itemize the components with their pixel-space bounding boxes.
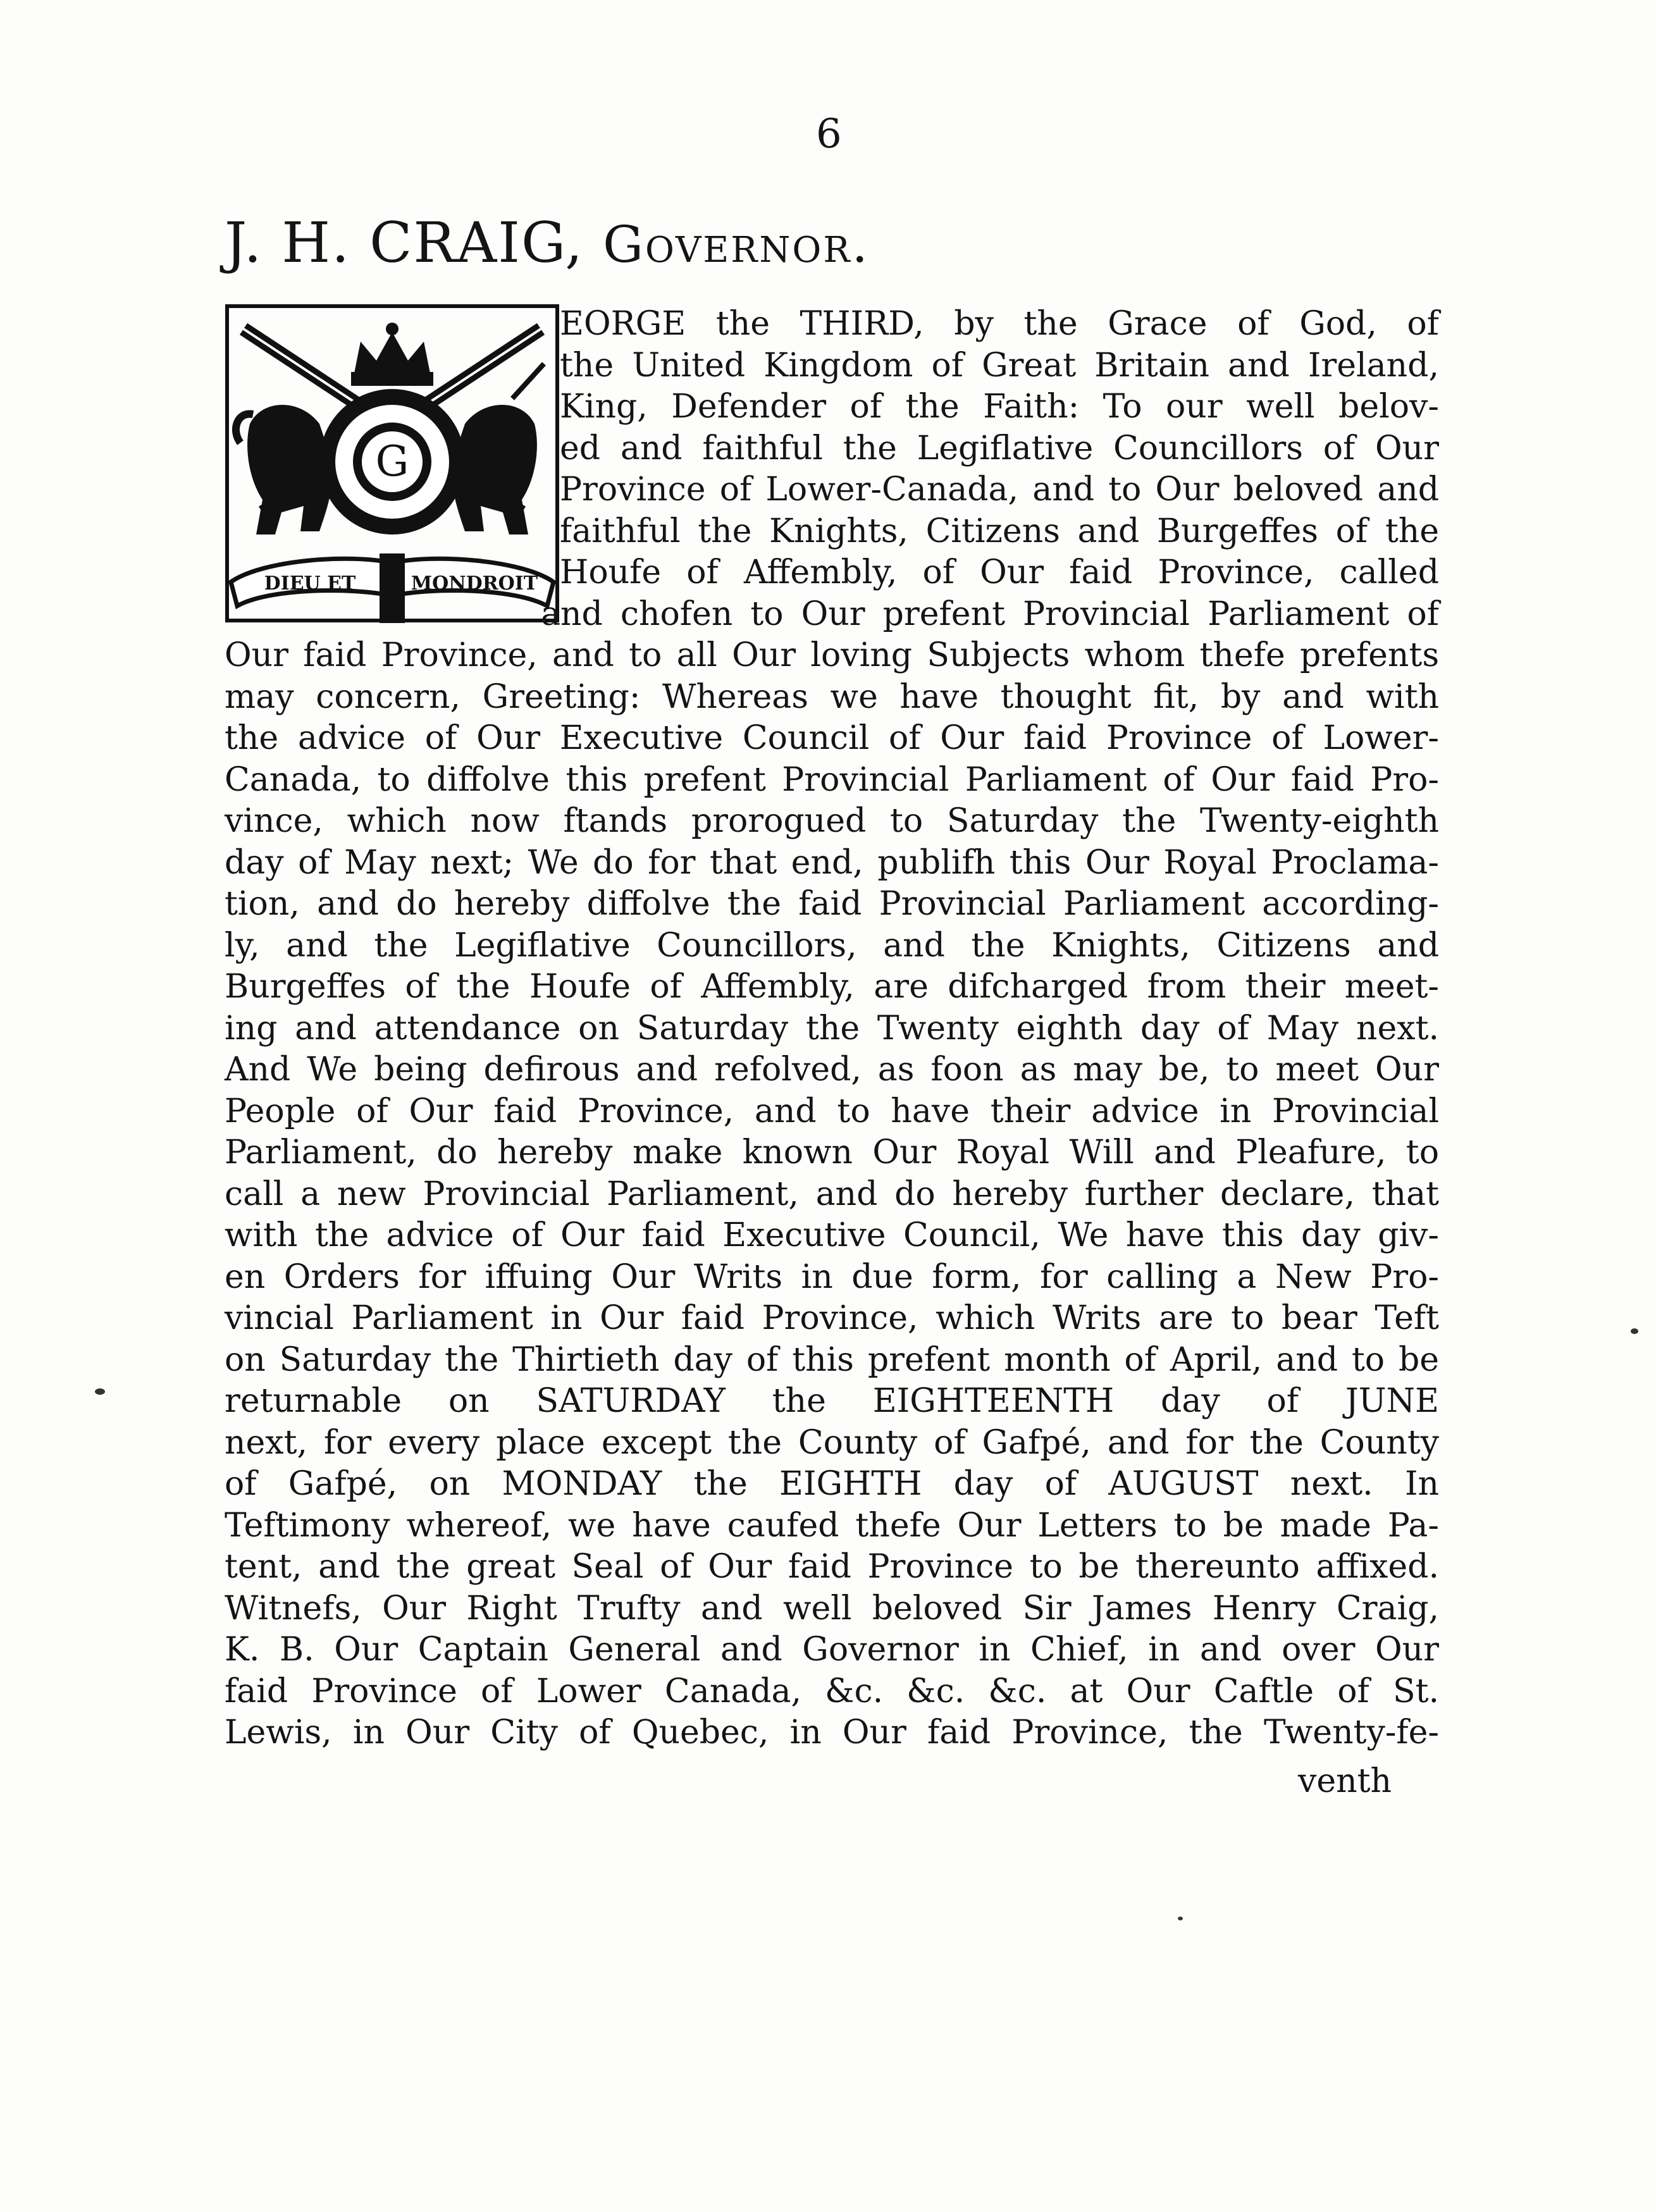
text-line: day of May next; We do for that end, publifh this Our Royal Proclama-	[225, 843, 1439, 882]
text-line: Canada, to diffolve this prefent Provincial Parliament of Our faid Pro-	[225, 760, 1439, 799]
text-line: vincial Parliament in Our faid Province, which Writs are to bear Teft	[225, 1299, 1439, 1337]
title-name: J. H. CRAIG,	[225, 210, 584, 275]
text-line: Teftimony whereof, we have caufed thefe Our Letters to be made Pa-	[225, 1506, 1439, 1545]
scan-speck	[1631, 1328, 1638, 1334]
text-line: Lewis, in Our City of Quebec, in Our faid Province, the Twenty-fe-	[225, 1714, 1439, 1752]
page-number: 6	[816, 111, 842, 158]
scan-speck	[95, 1388, 105, 1395]
text-line: the advice of Our Executive Council of Our faid Province of Lower-	[225, 719, 1439, 757]
indented-paragraph-start	[225, 304, 1439, 635]
scan-speck	[1178, 1917, 1183, 1920]
text-line: vince, which now ftands prorogued to Saturday the Twenty-eighth	[225, 802, 1439, 840]
page-title	[225, 210, 870, 275]
text-line: Houfe of Affembly, of Our faid Province, called	[560, 553, 1439, 591]
text-line: en Orders for iffuing Our Writs in due form, for calling a New Pro-	[225, 1257, 1439, 1296]
text-line: Province of Lower-Canada, and to Our beloved and	[560, 471, 1439, 509]
text-line: next, for every place except the County of Gafpé, and for the County	[225, 1423, 1439, 1462]
text-line: ing and attendance on Saturday the Twenty eighth day of May next.	[225, 1009, 1439, 1047]
text-line: Our faid Province, and to all Our loving Subjects whom thefe prefents	[225, 636, 1439, 674]
text-line: K. B. Our Captain General and Governor in Chief, in and over Our	[225, 1631, 1439, 1669]
text-line: may concern, Greeting: Whereas we have thought fit, by and with	[225, 677, 1439, 716]
text-line: Burgeffes of the Houfe of Affembly, are difcharged from their meet-	[225, 968, 1439, 1006]
text-line: faid Province of Lower Canada, &c. &c. &c. at Our Caftle of St.	[225, 1672, 1439, 1710]
text-line: of Gafpé, on MONDAY the EIGHTH day of AUGUST next. In	[225, 1465, 1439, 1503]
text-line: Parliament, do hereby make known Our Royal Will and Pleafure, to	[225, 1134, 1439, 1171]
text-line: tion, and do hereby diffolve the faid Provincial Parliament according-	[225, 885, 1439, 923]
text-line: ed and faithful the Legiflative Councillors of Our	[560, 429, 1439, 467]
text-line: call a new Provincial Parliament, and do hereby further declare, that	[225, 1175, 1439, 1213]
text-line: People of Our faid Province, and to have their advice in Provincial	[225, 1092, 1439, 1130]
text-line: with the advice of Our faid Executive Council, We have this day giv-	[225, 1216, 1439, 1254]
text-line: Witnefs, Our Right Trufty and well beloved Sir James Henry Craig,	[225, 1589, 1439, 1628]
text-line: tent, and the great Seal of Our faid Province to be thereunto affixed.	[225, 1548, 1439, 1586]
title-role: Governor.	[603, 215, 870, 274]
text-line: EORGE the THIRD, by the Grace of God, of	[560, 305, 1439, 343]
catchword: venth	[1298, 1762, 1392, 1800]
proclamation-text	[225, 304, 1439, 1754]
text-line: And We being defirous and refolved, as foon as may be, to meet Our	[225, 1051, 1439, 1089]
text-line: ly, and the Legiflative Councillors, and the Knights, Citizens and	[225, 926, 1439, 965]
text-line: King, Defender of the Faith: To our well belov-	[560, 388, 1439, 426]
text-line: returnable on SATURDAY the EIGHTEENTH day of JUNE	[225, 1382, 1439, 1420]
text-line: faithful the Knights, Citizens and Burgeffes of the	[560, 512, 1439, 550]
text-line: on Saturday the Thirtieth day of this prefent month of April, and to be	[225, 1340, 1439, 1379]
text-line: the United Kingdom of Great Britain and Ireland,	[560, 346, 1439, 385]
text-line: and chofen to Our prefent Provincial Parliament of	[541, 595, 1439, 633]
motto-right: MONDROIT	[411, 572, 538, 595]
seal-letter: G	[375, 437, 409, 486]
motto-left: DIEU ET	[264, 572, 356, 595]
